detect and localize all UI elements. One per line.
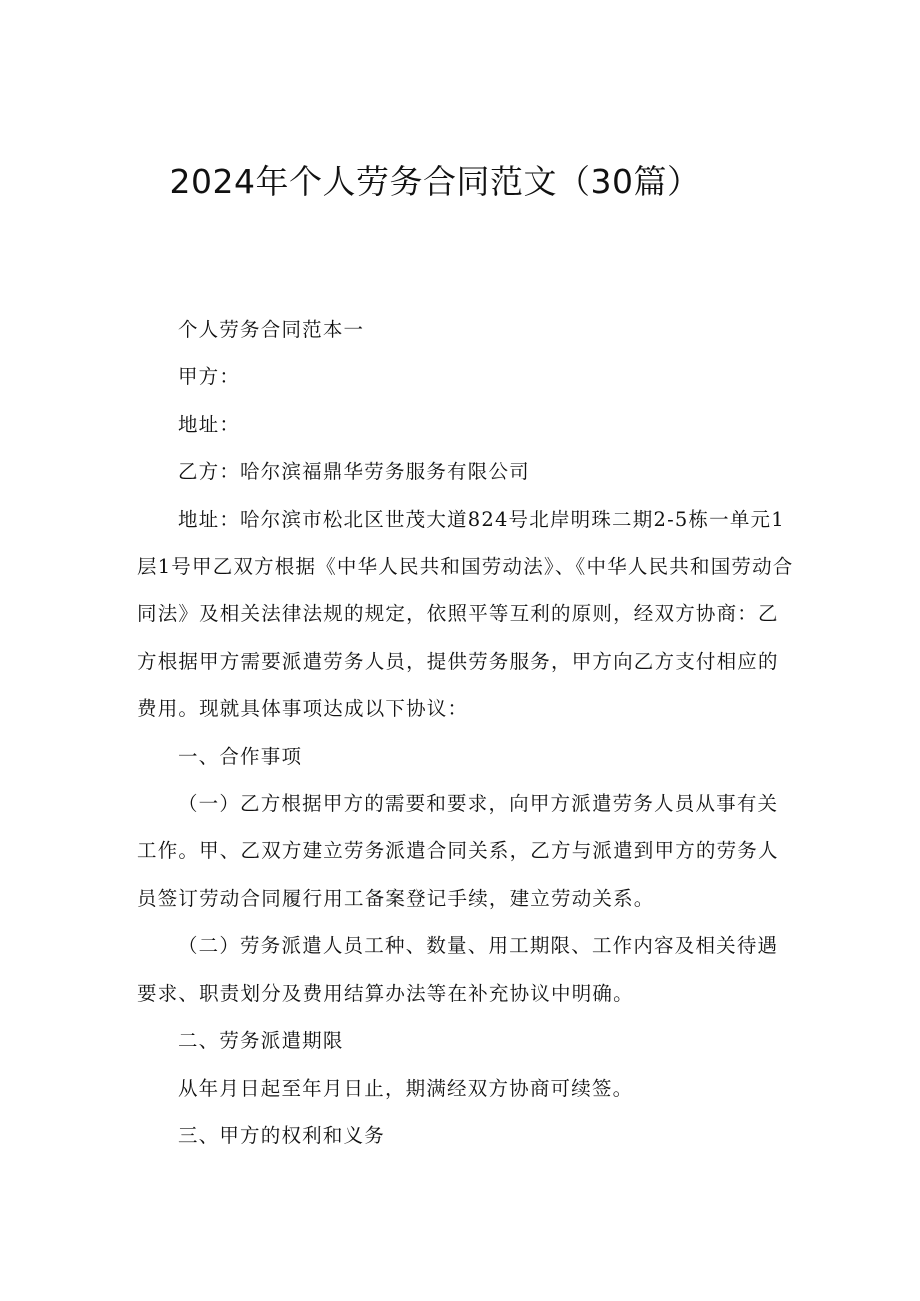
clause-heading-1: 一、合作事项 bbox=[177, 744, 303, 768]
clause-1-item-1: （一）乙方根据甲方的需要和要求，向甲方派遣劳务人员从事有关工作。甲、乙双方建立劳务派遣合同关系，乙方与派遣到甲方的劳务人员签订劳动合同履行用工备案登记手续，建立劳动关系。 bbox=[137, 792, 779, 910]
clause-heading-3: 三、甲方的权利和义务 bbox=[177, 1123, 385, 1147]
section-heading: 个人劳务合同范本一 bbox=[177, 318, 365, 341]
clause-2-text: 从年月日起至年月日止，期满经双方协商可续签。 bbox=[177, 1076, 634, 1100]
party-a-label: 甲方： bbox=[177, 365, 241, 389]
clause-heading-2: 二、劳务派遣期限 bbox=[177, 1029, 344, 1053]
party-b-label: 乙方：哈尔滨福鼎华劳务服务有限公司 bbox=[177, 460, 530, 484]
document-title: 2024年个人劳务合同范文（30篇） bbox=[169, 162, 701, 201]
document-body bbox=[137, 306, 797, 1159]
clause-1-item-2: （二）劳务派遣人员工种、数量、用工期限、工作内容及相关待遇要求、职责划分及费用结算办法等在补充协议中明确。 bbox=[137, 934, 779, 1005]
party-a-address: 地址： bbox=[177, 412, 241, 436]
party-b-address-paragraph: 地址：哈尔滨市松北区世茂大道824号北岸明珠二期2-5栋一单元1层1号甲乙双方根据《中华人民共和国劳动法》、《中华人民共和国劳动合同法》及相关法律法规的规定，依照平等互利的原则，经双方协商：乙方根据甲方需要派遣劳务人员，提供劳务服务，甲方向乙方支付相应的费用。现就具体事项达成以下协议： bbox=[137, 507, 794, 721]
